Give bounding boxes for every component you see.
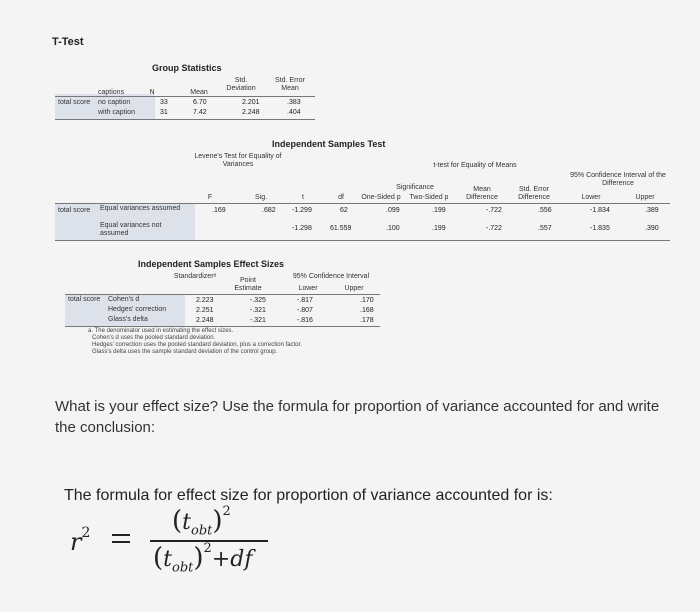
- effect-sizes-title: Independent Samples Effect Sizes: [138, 259, 285, 269]
- footnote: Hedges' correction uses the pooled standard deviation, plus a correction factor.: [92, 342, 302, 348]
- levene-header: Levene's Test for Equality of Variances: [194, 153, 282, 168]
- header-mean: Mean: [190, 89, 208, 96]
- question-text: What is your effect size? Use the formula for proportion of variance accounted for and write the conclusion:: [55, 398, 660, 436]
- header-df: df: [338, 194, 344, 201]
- header-f: F: [207, 194, 213, 201]
- doc-title: T-Test: [52, 36, 84, 48]
- header-n: N: [149, 89, 155, 96]
- header-point: Point Estimate: [234, 277, 262, 292]
- ttest-header: t-test for Equality of Means: [433, 162, 517, 169]
- col-label: captions: [98, 89, 125, 96]
- indep-test-title: Independent Samples Test: [272, 139, 386, 149]
- formula-denominator: $(t_{obt})^2+df$: [153, 540, 253, 576]
- header-two-sided: Two-Sided p: [409, 194, 449, 201]
- formula-lhs: r: [70, 528, 82, 556]
- formula-intro: The formula for effect size for proportion of variance accounted for is:: [64, 487, 553, 504]
- header-se: Std. Error Mean: [275, 77, 305, 92]
- row-label: total score: [68, 296, 101, 303]
- header-se-diff: Std. Error Difference: [518, 186, 550, 201]
- ci-header: 95% Confidence Interval of the Difference: [570, 172, 666, 187]
- header-one-sided: One-Sided p: [361, 194, 401, 201]
- formula-lhs-exp: 2: [81, 525, 91, 541]
- header-sig: Sig.: [254, 194, 268, 201]
- header-significance: Significance: [396, 184, 434, 191]
- equals-sign: [112, 534, 130, 536]
- footnote: Glass's delta uses the sample standard deviation of the control group.: [92, 349, 278, 355]
- row-label: total score: [58, 207, 91, 214]
- row-label: total score: [58, 99, 91, 106]
- header-sd: Std. Deviation: [226, 77, 256, 92]
- formula-numerator: $(t_{obt})^2$: [172, 503, 231, 539]
- header-ci: 95% Confidence Interval: [292, 273, 370, 280]
- header-lower: Lower: [581, 194, 601, 201]
- footnote: a. The denominator used in estimating the effect sizes.: [88, 328, 234, 334]
- header-standardizer: Standardizerᵃ: [173, 273, 217, 280]
- header-upper: Upper: [344, 285, 364, 292]
- header-lower: Lower: [298, 285, 318, 292]
- group-stats-title: Group Statistics: [152, 63, 222, 73]
- footnote: Cohen's d uses the pooled standard deviation.: [92, 335, 216, 341]
- header-mean-diff: Mean Difference: [466, 186, 498, 201]
- header-upper: Upper: [635, 194, 655, 201]
- header-t: t: [302, 194, 304, 201]
